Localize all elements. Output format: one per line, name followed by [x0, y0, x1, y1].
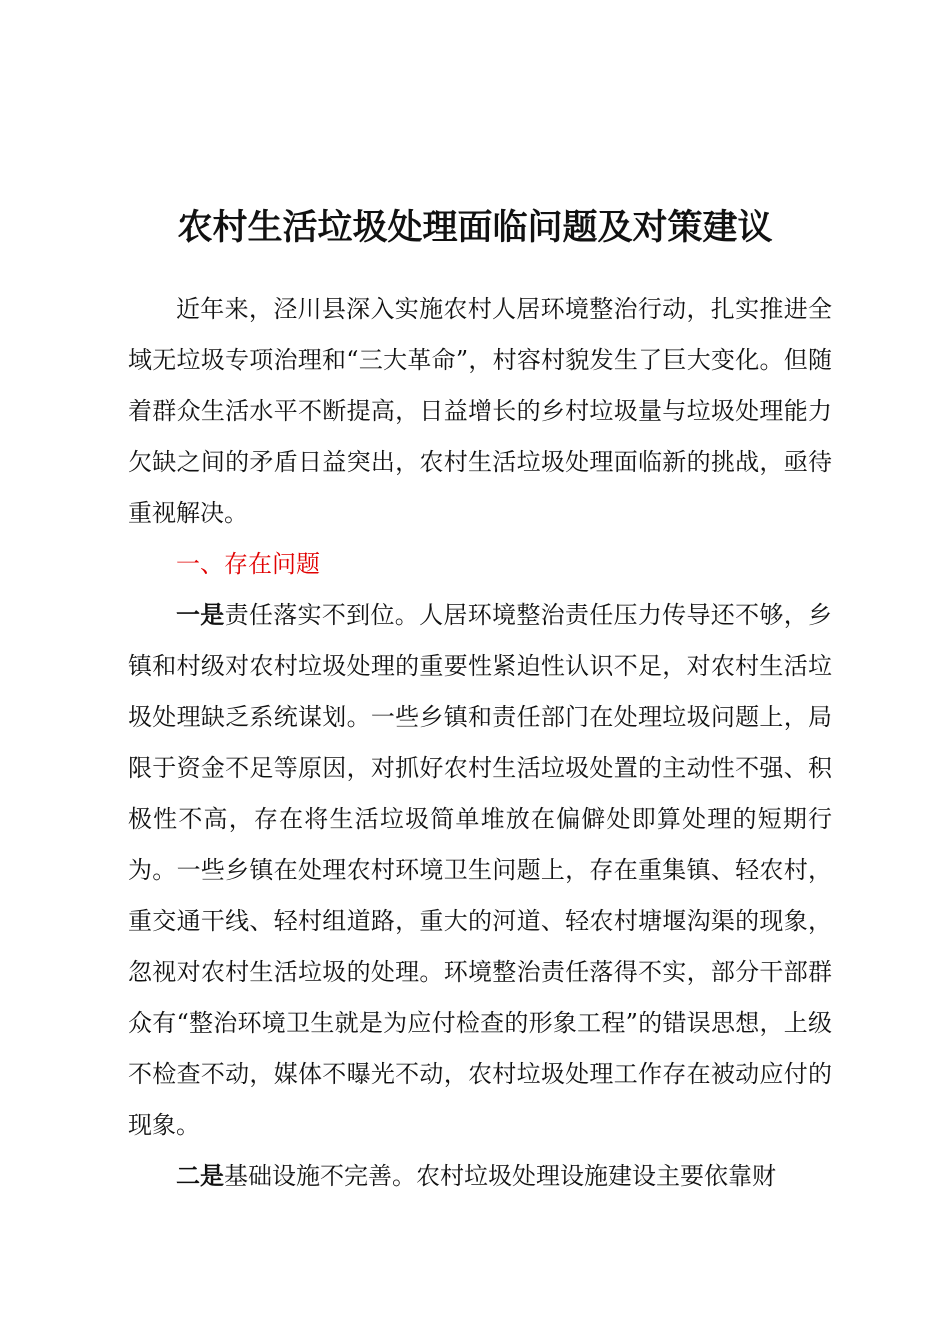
- point-2-text: 基础设施不完善。农村垃圾处理设施建设主要依靠财: [224, 1162, 776, 1190]
- document-body: [128, 284, 832, 1202]
- point-1-lead: 一是: [176, 601, 225, 629]
- point-2-lead: 二是: [176, 1162, 224, 1190]
- point-2-paragraph: [128, 1151, 832, 1202]
- intro-paragraph: 近年来，泾川县深入实施农村人居环境整治行动，扎实推进全域无垃圾专项治理和“三大革命”，村容村貌发生了巨大变化。但随着群众生活水平不断提高，日益增长的乡村垃圾量与垃圾处理能力欠缺之间的矛盾日益突出，农村生活垃圾处理面临新的挑战，亟待重视解决。: [128, 295, 832, 527]
- section-heading-text: 一、存在问题: [176, 550, 320, 578]
- document-title: 农村生活垃圾处理面临问题及对策建议: [177, 207, 773, 248]
- section-heading: [128, 539, 832, 590]
- point-1-paragraph: [128, 590, 832, 1151]
- point-1-text: 责任落实不到位。人居环境整治责任压力传导还不够，乡镇和村级对农村垃圾处理的重要性紧迫性认识不足，对农村生活垃圾处理缺乏系统谋划。一些乡镇和责任部门在处理垃圾问题上，局限于资金不足等原因，对抓好农村生活垃圾处置的主动性不强、积极性不高，存在将生活垃圾简单堆放在偏僻处即算处理的短期行为。一些乡镇在处理农村环境卫生问题上，存在重集镇、轻农村，重交通干线、轻村组道路，重大的河道、轻农村塘堰沟渠的现象，忽视对农村生活垃圾的处理。环境整治责任落得不实，部分干部群众有“整治环境卫生就是为应付检查的形象工程”的错误思想，上级不检查不动，媒体不曝光不动，农村垃圾处理工作存在被动应付的现象。: [128, 601, 833, 1139]
